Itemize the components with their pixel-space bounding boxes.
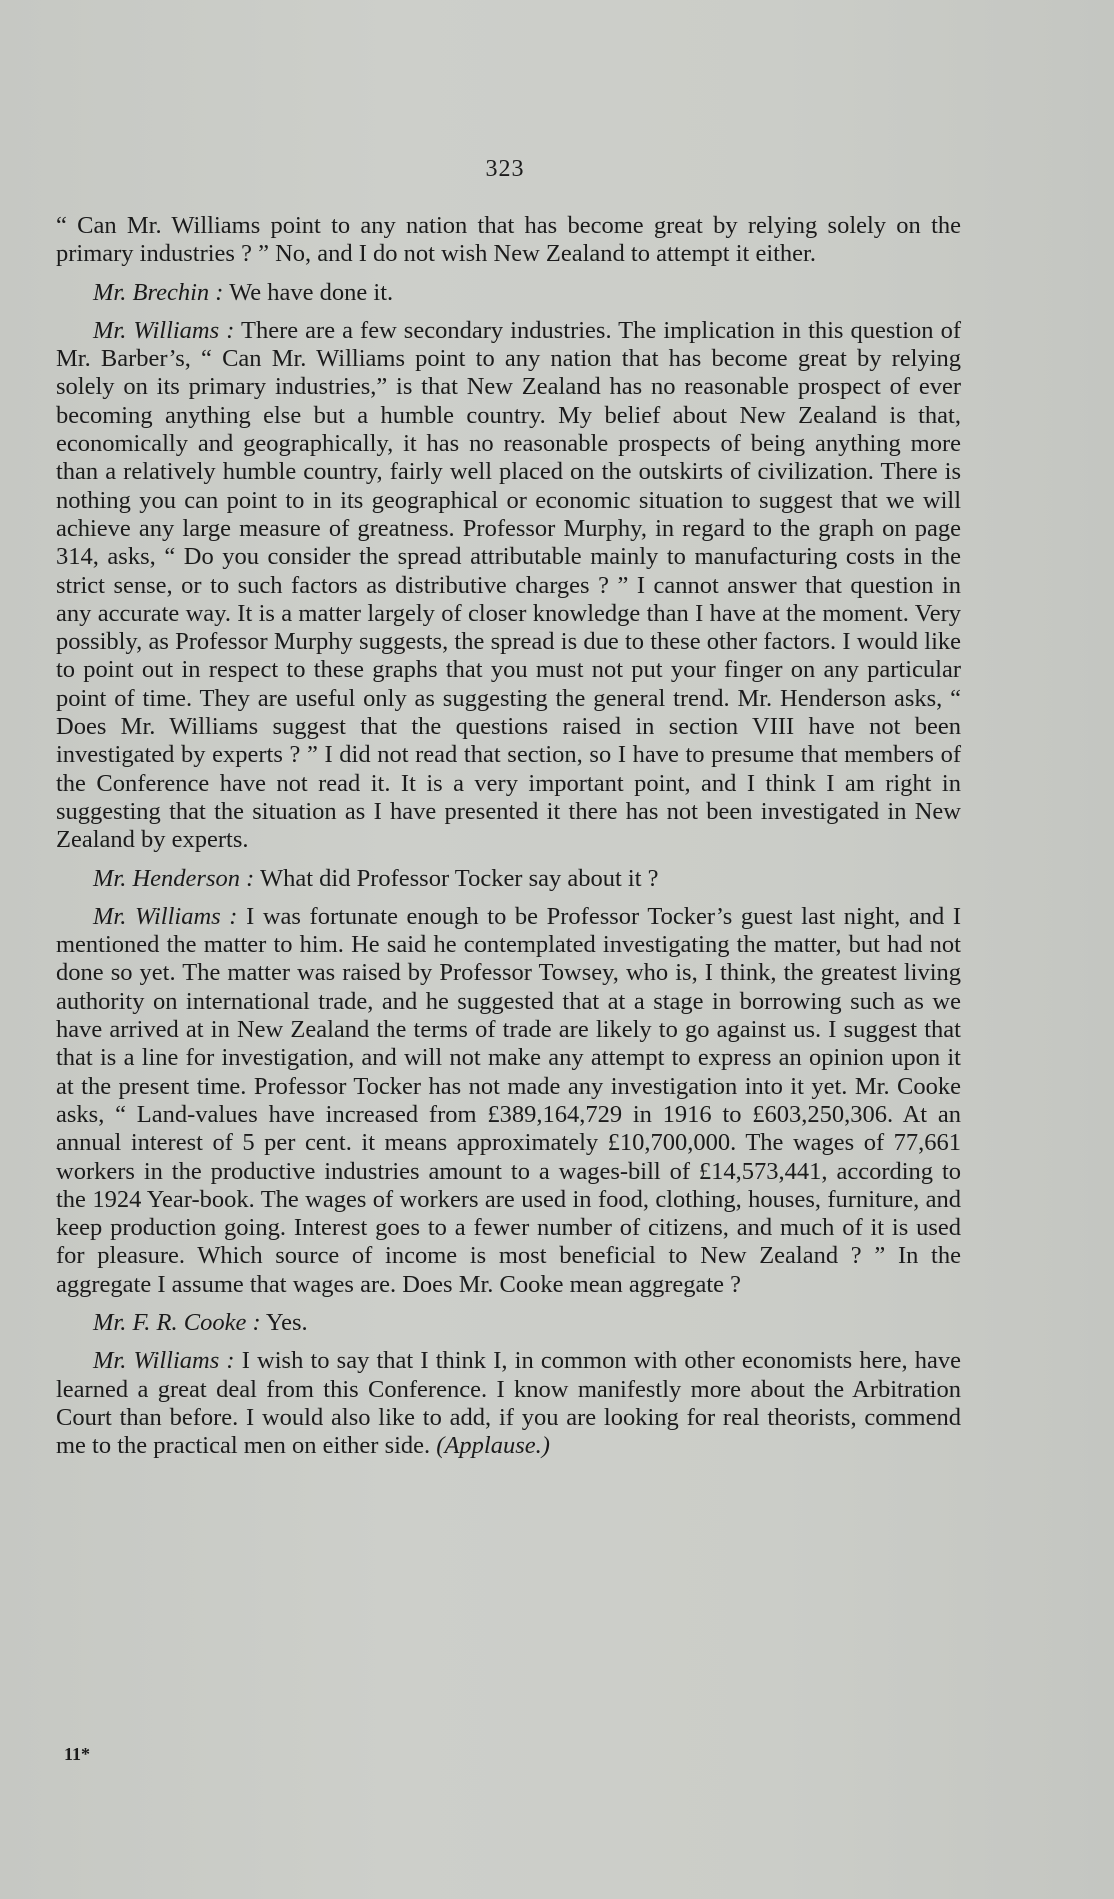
paragraph-text: We have done it. bbox=[229, 278, 394, 306]
paragraph-6 bbox=[56, 1309, 961, 1337]
speaker-name: Mr. Williams : bbox=[93, 902, 238, 930]
paragraph-2 bbox=[56, 279, 961, 307]
paragraph-text: I was fortunate enough to be Professor Tocker’s guest last night, and I mentioned the matter to him. He said he contemplated investigating the matter, but had not done so yet. The matter was raised by Professor Towsey, who is, I think, the greatest living authority on international trade, and he suggested that at a stage in borrowing such as we have arrived at in New Zealand the terms of trade are likely to go against us. I suggest that that is a line for investigation, and will not make any attempt to express an opinion upon it at the present time. Professor Tocker has not made any investigation into it yet. Mr. Cooke asks, “ Land-values have increased from £389,164,729 in 1916 to £603,250,306. At an annual interest of 5 per cent. it means approximately £10,700,000. The wages of 77,661 workers in the productive industries amount to a wages-bill of £14,573,441, according to the 1924 Year-book. The wages of workers are used in food, clothing, houses, furniture, and keep production going. Interest goes to a fewer number of citizens, and much of it is used for pleasure. Which source of income is most beneficial to New Zealand ? ” In the aggregate I assume that wages are. Does Mr. Cooke mean aggregate ? bbox=[56, 902, 961, 1298]
applause-note: (Applause.) bbox=[436, 1432, 550, 1460]
speaker-name: Mr. Brechin : bbox=[93, 278, 224, 306]
page-number: 323 bbox=[485, 156, 525, 182]
body-text bbox=[56, 212, 961, 1470]
paragraph-text: I wish to say that I think I, in common with other economists here, have learned a great deal from this Conference. I know manifestly more about the Arbitration Court than before. I would also like to add, if you are looking for real theorists, commend me to the practical men on either side. bbox=[56, 1347, 961, 1460]
paragraph-4 bbox=[56, 865, 961, 893]
speaker-name: Mr. F. R. Cooke : bbox=[93, 1308, 261, 1336]
speaker-name: Mr. Henderson : bbox=[93, 864, 255, 892]
paragraph-text: There are a few secondary industries. The implication in this question of Mr. Barber’s, “ Can Mr. Williams point to any nation that has become great by relying solely on its primary industries,” is that New Zealand has no reasonable prospect of ever becoming anything else but a humble country. My belief about New Zealand is that, economically and geographically, it has no reasonable prospects of being anything more than a relatively humble country, fairly well placed on the outskirts of civilization. There is nothing you can point to in its geographical or economic situation to suggest that we will achieve any large measure of greatness. Professor Murphy, in regard to the graph on page 314, asks, “ Do you consider the spread attributable mainly to manufacturing costs in the strict sense, or to such factors as distributive charges ? ” I cannot answer that question in any accurate way. It is a matter largely of closer knowledge than I have at the moment. Very possibly, as Professor Murphy suggests, the spread is due to these other factors. I would like to point out in respect to these graphs that you must not put your finger on any particular point of time. They are useful only as suggesting the general trend. Mr. Henderson asks, “ Does Mr. Williams suggest that the questions raised in section VIII have not been investigated by experts ? ” I did not read that section, so I have to presume that members of the Conference have not read it. It is a very important point, and I think I am right in suggesting that the situation as I have presented it there has not been investigated in New Zealand by experts. bbox=[56, 316, 961, 854]
signature-mark: 11* bbox=[64, 1744, 91, 1764]
paragraph-3 bbox=[56, 317, 961, 855]
paragraph-text: What did Professor Tocker say about it ? bbox=[259, 864, 659, 892]
paragraph-text: Yes. bbox=[265, 1308, 308, 1336]
paragraph-7 bbox=[56, 1347, 961, 1460]
paragraph-1 bbox=[56, 212, 961, 269]
speaker-name: Mr. Williams : bbox=[93, 1347, 235, 1375]
paragraph-text: “ Can Mr. Williams point to any nation that has become great by relying solely on the primary industries ? ” No, and I do not wish New Zealand to attempt it either. bbox=[56, 212, 961, 268]
paragraph-5 bbox=[56, 903, 961, 1299]
speaker-name: Mr. Williams : bbox=[93, 316, 235, 344]
